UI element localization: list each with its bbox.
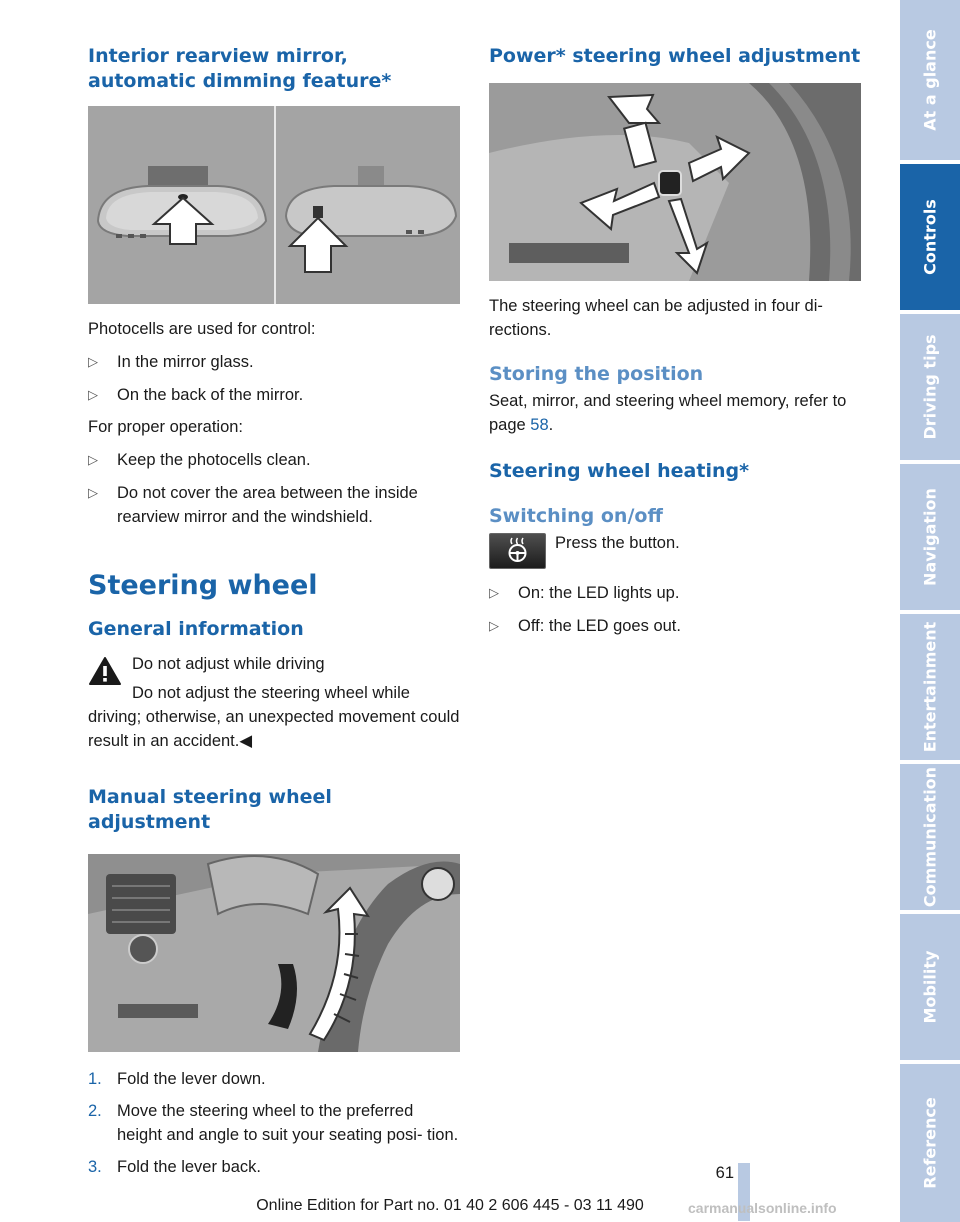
- mirror-heading: Interior rearview mirror, automatic dimming feature*: [88, 45, 392, 92]
- tab-controls[interactable]: Controls: [900, 164, 960, 310]
- list-item: ▷ On: the LED lights up.: [489, 581, 861, 605]
- list-item: ▷ Do not cover the area between the inside rearview mirror and the windshield.: [88, 481, 460, 529]
- list-item: ▷ On the back of the mirror.: [88, 383, 460, 407]
- chapter-sidebar: [900, 0, 960, 1222]
- left-column: [88, 44, 460, 1179]
- warning-title: Do not adjust while driving: [132, 655, 325, 673]
- switching-heading: Switching on/off: [489, 505, 663, 527]
- list-item: 1. Fold the lever down.: [88, 1070, 266, 1088]
- footer-edition: Online Edition for Part no. 01 40 2 606 445 - 03 11 490: [256, 1197, 644, 1214]
- mirror-figure: [88, 106, 460, 304]
- press-button-text: Press the button.: [555, 534, 680, 552]
- steering-heating-heading: Steering wheel heating*: [489, 460, 750, 482]
- tab-driving-tips[interactable]: Driving tips: [900, 314, 960, 460]
- general-information-heading: General information: [88, 618, 304, 640]
- storing-position-text: Seat, mirror, and steering wheel memory, refer to page 58.: [489, 392, 847, 434]
- right-column: [489, 44, 861, 638]
- list-item: 2. Move the steering wheel to the preferred height and angle to suit your seating posi‐ tion.: [88, 1102, 459, 1144]
- list-item: 3. Fold the lever back.: [88, 1158, 261, 1176]
- power-adjustment-heading: Power* steering wheel adjustment: [489, 45, 861, 67]
- watermark: carmanualsonline.info: [688, 1200, 837, 1216]
- tab-at-a-glance[interactable]: At a glance: [900, 0, 960, 160]
- warning-block: [88, 652, 460, 753]
- warning-text: Do not adjust the steering wheel while driving; otherwise, an unexpected movement could result in an accident.◀: [88, 684, 460, 750]
- tab-mobility[interactable]: Mobility: [900, 914, 960, 1060]
- heated-steering-wheel-icon: [490, 534, 545, 568]
- tab-communication[interactable]: Communication: [900, 764, 960, 910]
- bullet-icon: ▷: [88, 485, 98, 500]
- page-number: 61: [715, 1164, 734, 1182]
- bullet-icon: ▷: [489, 618, 499, 633]
- manual-adjustment-heading: Manual steering wheel adjustment: [88, 786, 332, 833]
- warning-icon: [88, 656, 122, 686]
- steering-heating-button: [489, 533, 546, 569]
- list-item: ▷ In the mirror glass.: [88, 350, 460, 374]
- tab-reference[interactable]: Reference: [900, 1064, 960, 1222]
- bullet-icon: ▷: [88, 354, 98, 369]
- bullet-icon: ▷: [489, 585, 499, 600]
- heating-button-row: [489, 533, 861, 575]
- bullet-icon: ▷: [88, 452, 98, 467]
- page-58-link[interactable]: 58: [530, 416, 549, 434]
- operation-intro: For proper operation:: [88, 418, 244, 436]
- photocells-intro: Photocells are used for control:: [88, 320, 316, 338]
- bullet-icon: ▷: [88, 387, 98, 402]
- steering-wheel-title: Steering wheel: [88, 570, 318, 601]
- manual-adjustment-figure: [88, 854, 460, 1052]
- power-adjustment-text: The steering wheel can be adjusted in four di‐ rections.: [489, 297, 823, 339]
- list-item: ▷ Off: the LED goes out.: [489, 614, 861, 638]
- tab-navigation[interactable]: Navigation: [900, 464, 960, 610]
- storing-position-heading: Storing the position: [489, 363, 704, 385]
- power-adjustment-figure: [489, 83, 861, 281]
- tab-entertainment[interactable]: Entertainment: [900, 614, 960, 760]
- list-item: ▷ Keep the photocells clean.: [88, 448, 460, 472]
